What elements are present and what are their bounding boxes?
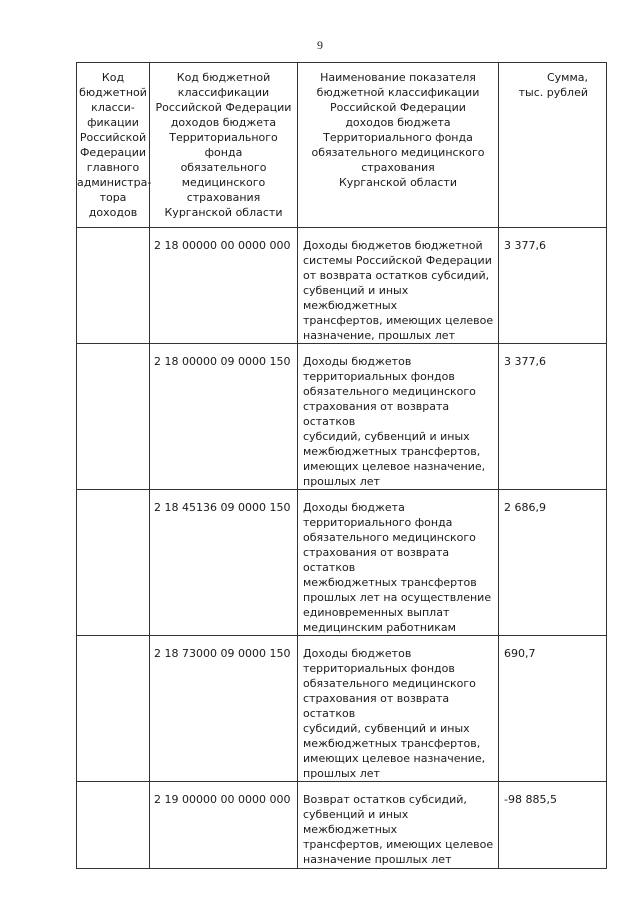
row-name-text: Доходы бюджетов бюджетной системы Российской Федерации от возврата остатков субсидий, субвенций и иных межбюджетных трансфертов, имеющих целевое назначение, прошлых лет (303, 239, 494, 342)
row-admin-code-text (77, 490, 149, 500)
row-amount (499, 490, 607, 636)
row-code-text: 2 18 00000 00 0000 000 (154, 239, 291, 252)
table-header-row (77, 63, 607, 228)
header-indicator-name-text: Наименование показателя бюджетной классификации Российской Федерации доходов бюджета Территориального фонда обязательного медицинского страхования Курганской области (311, 71, 485, 189)
row-amount-text: 3 377,6 (504, 355, 546, 368)
row-code-text: 2 19 00000 00 0000 000 (154, 793, 291, 806)
row-admin-code (77, 228, 150, 344)
row-code-text: 2 18 00000 09 0000 150 (154, 355, 291, 368)
row-code (150, 344, 298, 490)
table-row (77, 782, 607, 869)
row-amount (499, 344, 607, 490)
row-amount (499, 636, 607, 782)
row-name (298, 490, 499, 636)
row-admin-code-text (77, 782, 149, 792)
row-code (150, 490, 298, 636)
table-row (77, 344, 607, 490)
row-admin-code (77, 344, 150, 490)
row-name-text: Доходы бюджетов территориальных фондов обязательного медицинского страхования от возврата остатков субсидий, субвенций и иных межбюджетных трансфертов, имеющих целевое назначение, прошлых лет (303, 647, 486, 780)
row-admin-code (77, 782, 150, 869)
row-amount-text: 690,7 (504, 647, 536, 660)
row-name (298, 636, 499, 782)
row-admin-code-text (77, 228, 149, 238)
row-code-text: 2 18 73000 09 0000 150 (154, 647, 291, 660)
row-code-text: 2 18 45136 09 0000 150 (154, 501, 291, 514)
page-number: 9 (317, 38, 323, 52)
row-amount (499, 228, 607, 344)
row-code (150, 228, 298, 344)
header-amount-text: Сумма, тыс. рублей (518, 71, 588, 99)
header-classification-code (150, 63, 298, 228)
row-admin-code-text (77, 344, 149, 354)
row-amount (499, 782, 607, 869)
row-code (150, 636, 298, 782)
header-amount (499, 63, 607, 228)
header-classification-code-text: Код бюджетной классификации Российской Федерации доходов бюджета Территориального фонда обязательного медицинского страхования Курганской области (155, 71, 292, 219)
header-indicator-name (298, 63, 499, 228)
row-admin-code (77, 636, 150, 782)
header-admin-code (77, 63, 150, 228)
row-name (298, 782, 499, 869)
table-row (77, 490, 607, 636)
row-name (298, 344, 499, 490)
header-admin-code-text: Код бюджетной класси- фикации Российской Федерации главного администра- тора доходов (77, 71, 152, 219)
budget-classification-table (76, 62, 607, 869)
row-code (150, 782, 298, 869)
row-admin-code-text (77, 636, 149, 646)
row-amount-text: 3 377,6 (504, 239, 546, 252)
row-name-text: Доходы бюджета территориального фонда обязательного медицинского страхования от возврата остатков межбюджетных трансфертов прошлых лет на осуществление единовременных выплат медицинским работникам (303, 501, 492, 634)
row-admin-code (77, 490, 150, 636)
row-name (298, 228, 499, 344)
row-amount-text: -98 885,5 (504, 793, 557, 806)
table-row (77, 636, 607, 782)
table-row (77, 228, 607, 344)
row-name-text: Возврат остатков субсидий, субвенций и иных межбюджетных трансфертов, имеющих целевое назначение прошлых лет (303, 793, 494, 866)
row-name-text: Доходы бюджетов территориальных фондов обязательного медицинского страхования от возврата остатков субсидий, субвенций и иных межбюджетных трансфертов, имеющих целевое назначение, прошлых лет (303, 355, 486, 488)
row-amount-text: 2 686,9 (504, 501, 546, 514)
